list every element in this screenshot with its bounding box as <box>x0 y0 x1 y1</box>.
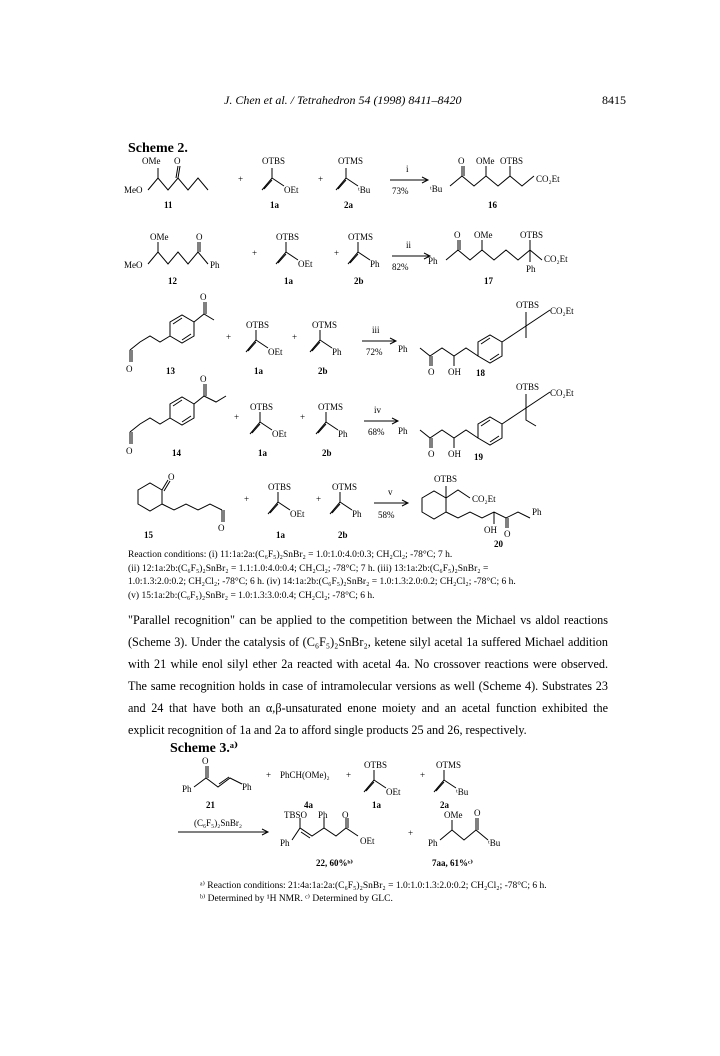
atom-label: OH <box>448 367 461 377</box>
reaction-arrow <box>392 253 430 259</box>
step-label: ii <box>406 240 412 250</box>
compound-15-structure <box>138 472 225 533</box>
atom-label: Ph <box>332 347 342 357</box>
atom-label: OTMS <box>332 482 358 492</box>
compound-number: 1a <box>276 530 285 540</box>
atom-label: OTBS <box>516 382 540 392</box>
reagent-1a-structure <box>276 232 313 269</box>
atom-label: Ph <box>398 426 408 436</box>
conditions-line: Reaction conditions: (i) 11:1a:2a:(C₆F₅)₂SnBr₂ = 1.0:1.0:4.0:0.3; CH₂Cl₂; -78°C; 7 h. <box>128 550 453 560</box>
compound-number: 20 <box>494 539 503 549</box>
atom-label: Ph <box>318 810 328 820</box>
yield-label: 72% <box>366 347 383 357</box>
scheme-3-footnote-b: ᵇ⁾ Determined by ¹H NMR. ᶜ⁾ Determined by GLC. <box>200 894 393 904</box>
atom-label: OTBS <box>276 232 300 242</box>
atom-label: O <box>126 446 133 456</box>
product-18-structure <box>398 300 574 377</box>
compound-number: 1a <box>270 200 279 210</box>
atom-label: OMe <box>150 232 169 242</box>
compound-number: 13 <box>166 366 175 376</box>
step-label: iv <box>374 405 382 415</box>
atom-label: OEt <box>272 429 287 439</box>
compound-number: 1a <box>284 276 293 286</box>
atom-label: O <box>174 156 181 166</box>
atom-label: OTBS <box>500 156 524 166</box>
compound-number: 2b <box>338 530 348 540</box>
atom-label: O <box>454 230 461 240</box>
atom-label: O <box>200 374 207 384</box>
compound-number: 4a <box>304 800 313 810</box>
atom-label: O <box>168 472 175 482</box>
atom-label: OH <box>484 525 497 535</box>
page-number: 8415 <box>602 93 626 107</box>
atom-label: Ph <box>280 838 290 848</box>
plus-sign: + <box>266 770 272 780</box>
compound-number: 1a <box>258 448 267 458</box>
plus-sign: + <box>238 174 244 184</box>
catalyst-label: (C₆F₅)₂SnBr₂ <box>194 818 243 828</box>
yield-label: 73% <box>392 186 409 196</box>
atom-label: OMe <box>476 156 495 166</box>
atom-label: OTBS <box>364 760 388 770</box>
reagent-2a-structure <box>336 156 371 195</box>
atom-label: O <box>428 449 435 459</box>
product-16-structure <box>430 156 560 194</box>
step-label: iii <box>372 325 380 335</box>
compound-number: 21 <box>206 800 215 810</box>
atom-label: OEt <box>360 836 375 846</box>
compound-number: 2b <box>354 276 364 286</box>
reaction-arrow <box>390 177 428 183</box>
atom-label: Ph <box>526 264 536 274</box>
plus-sign: + <box>234 412 240 422</box>
atom-label: CO₂Et <box>550 306 574 316</box>
plus-sign: + <box>292 332 298 342</box>
atom-label: CO₂Et <box>536 174 560 184</box>
reagent-1a-structure <box>246 320 283 357</box>
compound-number: 2a <box>344 200 353 210</box>
atom-label: OTBS <box>434 474 458 484</box>
compound-number: 18 <box>476 368 485 378</box>
product-7aa-label: 7aa, 61%ᶜ⁾ <box>432 858 474 868</box>
yield-label: 82% <box>392 262 409 272</box>
atom-label: CO₂Et <box>544 254 568 264</box>
step-label: i <box>406 164 409 174</box>
compound-13-structure <box>126 292 214 374</box>
product-7aa-structure <box>428 808 501 848</box>
compound-number: 11 <box>164 200 173 210</box>
atom-label: OEt <box>290 509 305 519</box>
reaction-arrow <box>178 829 268 835</box>
atom-label: OTBS <box>520 230 544 240</box>
atom-label: OMe <box>142 156 161 166</box>
atom-label: ᵗBu <box>430 184 443 194</box>
atom-label: O <box>200 292 207 302</box>
compound-14-structure <box>126 374 226 456</box>
compound-number: 16 <box>488 200 497 210</box>
atom-label: ᵗBu <box>456 787 469 797</box>
conditions-line: (ii) 12:1a:2b:(C₆F₅)₂SnBr₂ = 1.1:1.0:4.0:0.4; CH₂Cl₂; -78°C; 7 h. (iii) 13:1a:2b:(C₆F₅)₂SnBr₂ = <box>128 563 489 574</box>
atom-label: OTMS <box>348 232 374 242</box>
atom-label: O <box>196 232 203 242</box>
plus-sign: + <box>318 174 324 184</box>
atom-label: OTBS <box>516 300 540 310</box>
atom-label: OTMS <box>338 156 364 166</box>
plus-sign: + <box>300 412 306 422</box>
reagent-2a-structure <box>434 760 469 797</box>
step-label: v <box>388 487 393 497</box>
plus-sign: + <box>244 494 250 504</box>
atom-label: Ph <box>352 509 362 519</box>
plus-sign: + <box>252 248 258 258</box>
scheme-2-conditions <box>128 549 608 603</box>
scheme-3-footnote-a: ᵃ⁾ Reaction conditions: 21:4a:1a:2a:(C₆F₅)₂SnBr₂ = 1.0:1.0:1.3:2.0:0.2; CH₂Cl₂; -78°C; 6 h. <box>200 881 547 891</box>
atom-label: ᵗBu <box>358 185 371 195</box>
plus-sign: + <box>408 828 414 838</box>
reagent-2b-structure <box>310 320 342 357</box>
atom-label: O <box>218 523 225 533</box>
atom-label: OTMS <box>436 760 462 770</box>
atom-label: Ph <box>398 344 408 354</box>
compound-number: 2b <box>318 366 328 376</box>
plus-sign: + <box>346 770 352 780</box>
atom-label: O <box>504 529 511 539</box>
atom-label: OEt <box>268 347 283 357</box>
product-17-structure <box>428 230 568 274</box>
scheme-3-title: Scheme 3.ᵃ⁾ <box>170 741 239 756</box>
atom-label: Ph <box>242 782 252 792</box>
atom-label: CO₂Et <box>472 494 496 504</box>
atom-label: OTBS <box>262 156 286 166</box>
atom-label: OH <box>448 449 461 459</box>
product-19-structure <box>398 382 574 459</box>
compound-21-structure <box>182 756 252 794</box>
scheme-2-title: Scheme 2. <box>128 141 188 156</box>
atom-label: O <box>474 808 481 818</box>
compound-number: 1a <box>372 800 381 810</box>
atom-label: Ph <box>428 256 438 266</box>
atom-label: TBSO <box>284 810 308 820</box>
atom-label: ᵗBu <box>488 838 501 848</box>
conditions-line: (v) 15:1a:2b:(C₆F₅)₂SnBr₂ = 1.0:1.3:3.0:0.4; CH₂Cl₂; -78°C; 6 h. <box>128 590 375 601</box>
plus-sign: + <box>226 332 232 342</box>
atom-label: Ph <box>428 838 438 848</box>
product-22-structure <box>280 810 375 848</box>
atom-label: OTBS <box>246 320 270 330</box>
running-header: J. Chen et al. / Tetrahedron 54 (1998) 8411–8420 <box>224 93 462 107</box>
atom-label: OEt <box>298 259 313 269</box>
atom-label: Ph <box>532 507 542 517</box>
reagent-2b-structure <box>348 232 380 269</box>
body-paragraph: "Parallel recognition" can be applied to the competition between the Michael vs aldol reactions (Scheme 3). Under the catalysis of (C₆F₅)₂SnBr₂, ketene silyl acetal 1a suffered Michael addition with 21 while enol silyl ether 2a reacted with acetal 4a. No crossover reactions were observed. The same recognition holds in case of intramolecular versions as well (Scheme 4). Substrates 23 and 24 that have both an α,β-unsaturated enone moiety and an acetal function exhibited the explicit recognition of 1a and 2a to afford single products 25 and 26, respectively. <box>128 613 608 737</box>
compound-number: 17 <box>484 276 493 286</box>
atom-label: Ph <box>210 260 220 270</box>
conditions-line: 1.0:1.3:2.0:0.2; CH₂Cl₂; -78°C; 6 h. (iv) 14:1a:2b:(C₆F₅)₂SnBr₂ = 1.0:1.3:2.0:0.2; CH₂Cl₂; -78°C; 6 h. <box>128 577 516 587</box>
atom-label: OEt <box>284 185 299 195</box>
atom-label: OMe <box>474 230 493 240</box>
atom-label: OEt <box>386 787 401 797</box>
reaction-arrow <box>364 418 398 424</box>
reaction-arrow <box>374 500 408 506</box>
atom-label: Ph <box>182 784 192 794</box>
plus-sign: + <box>334 248 340 258</box>
acetal-formula: PhCH(OMe)₂ <box>280 770 330 780</box>
atom-label: O <box>202 756 209 766</box>
atom-label: O <box>458 156 465 166</box>
yield-label: 68% <box>368 427 385 437</box>
compound-11-structure <box>124 156 208 195</box>
reagent-2b-structure <box>330 482 362 519</box>
product-22-label: 22, 60%ᵇ⁾ <box>316 858 354 868</box>
yield-label: 58% <box>378 510 395 520</box>
plus-sign: + <box>420 770 426 780</box>
atom-label: O <box>428 367 435 377</box>
compound-number: 12 <box>168 276 177 286</box>
atom-label: Ph <box>338 429 348 439</box>
atom-label: Ph <box>370 259 380 269</box>
reaction-arrow <box>362 338 396 344</box>
compound-number: 2a <box>440 800 449 810</box>
atom-label: OTMS <box>312 320 338 330</box>
atom-label: OMe <box>444 810 463 820</box>
reagent-1a-structure <box>250 402 287 439</box>
compound-number: 19 <box>474 452 483 462</box>
atom-label: OTMS <box>318 402 344 412</box>
reagent-1a-structure <box>262 156 299 195</box>
reagent-2b-structure <box>316 402 348 439</box>
product-20-structure <box>422 474 542 539</box>
atom-label: O <box>126 364 133 374</box>
atom-label: MeO <box>124 185 143 195</box>
compound-number: 14 <box>172 448 181 458</box>
plus-sign: + <box>316 494 322 504</box>
atom-label: O <box>342 810 349 820</box>
compound-number: 1a <box>254 366 263 376</box>
compound-number: 15 <box>144 530 153 540</box>
reagent-1a-structure <box>268 482 305 519</box>
atom-label: CO₂Et <box>550 388 574 398</box>
compound-number: 2b <box>322 448 332 458</box>
reagent-1a-structure <box>364 760 401 797</box>
atom-label: OTBS <box>250 402 274 412</box>
atom-label: OTBS <box>268 482 292 492</box>
atom-label: MeO <box>124 260 143 270</box>
compound-12-structure <box>124 232 220 270</box>
